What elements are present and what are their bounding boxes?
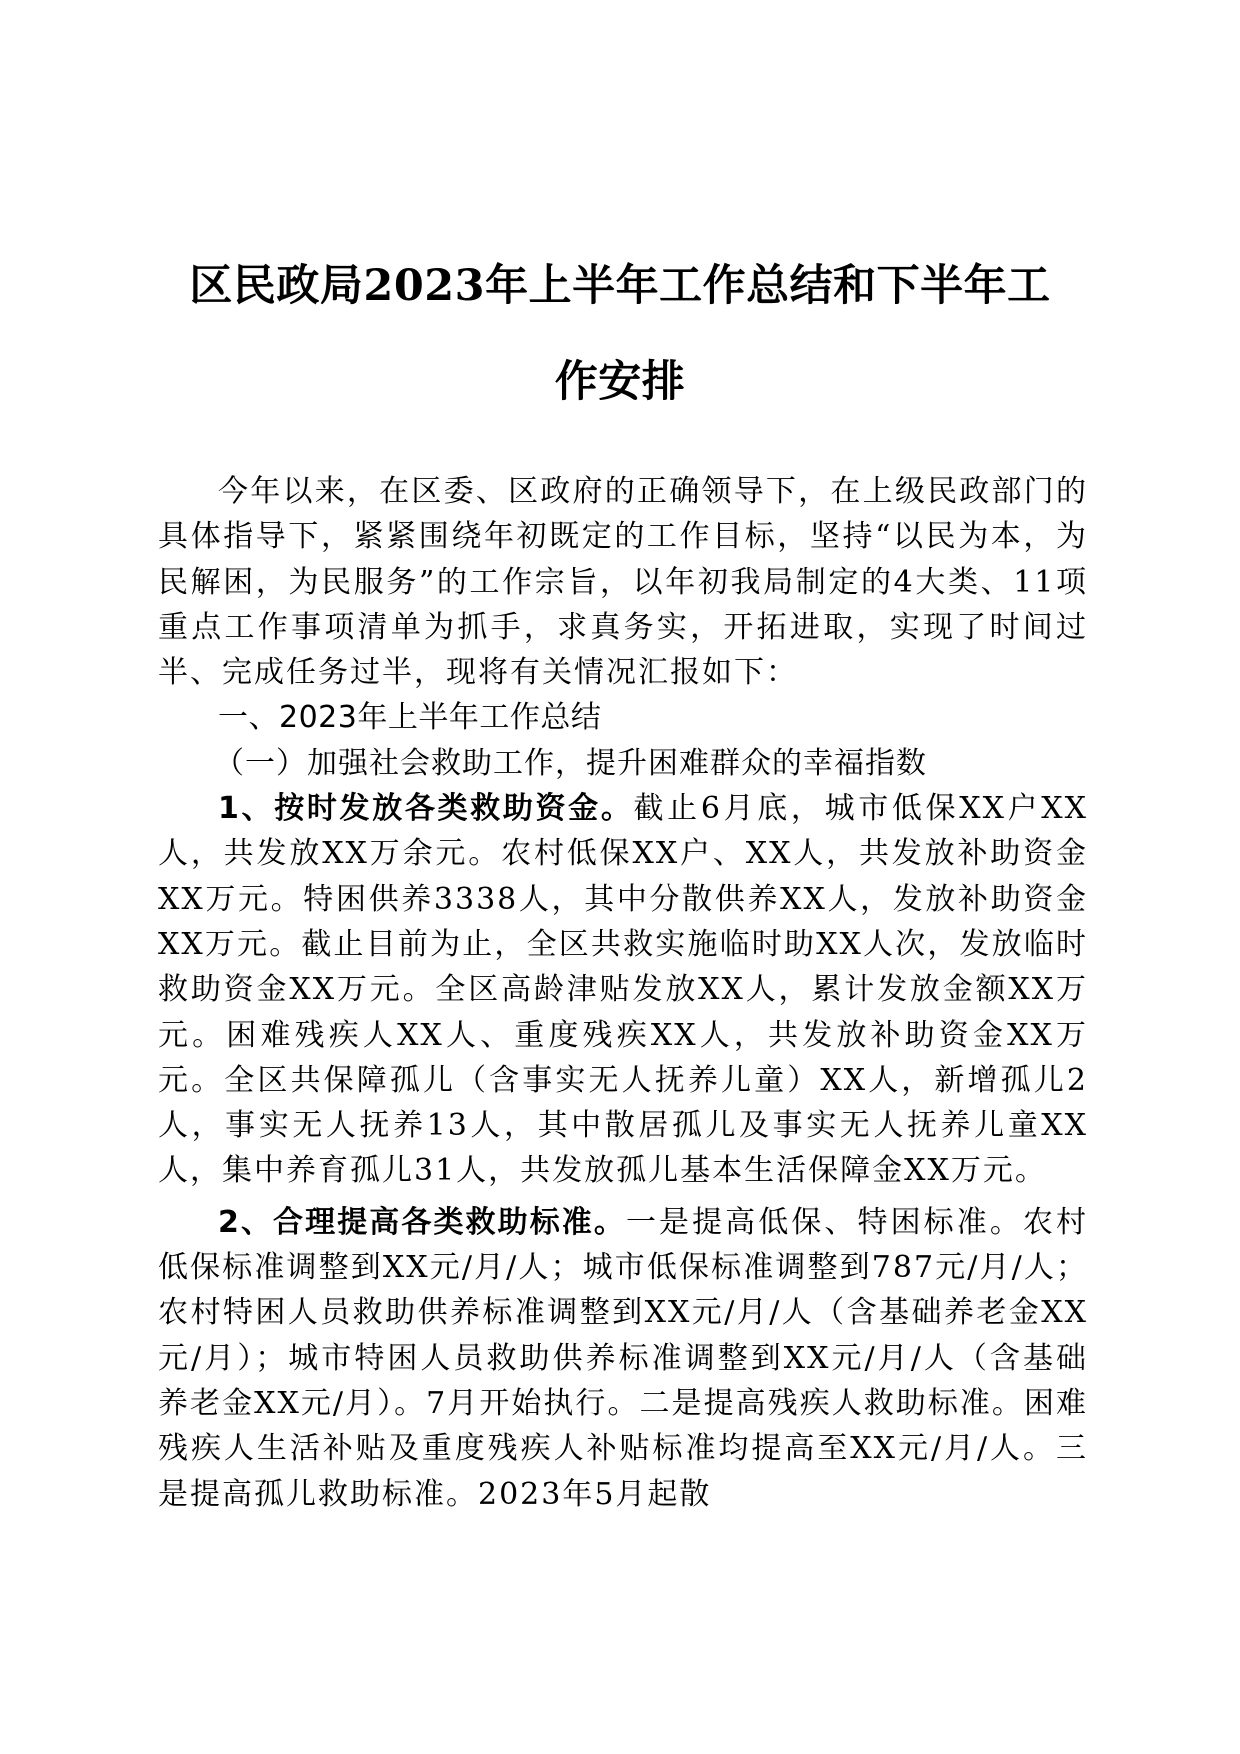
item-2-text: 一是提高低保、特困标准。农村低保标准调整到XX元/月/人；城市低保标准调整到787元/月/人；农村特困人员救助供养标准调整到XX元/月/人（含基础养老金XX元/月）；城市特困人员救助供养标准调整到XX元/月/人（含基础养老金XX元/月）。7月开始执行。二是提高残疾人救助标准。困难残疾人生活补贴及重度残疾人补贴标准均提高至XX元/月/人。三是提高孤儿救助标准。2023年5月起散 (158, 1204, 1088, 1512)
document-title (140, 238, 1100, 430)
item-2-paragraph (158, 1200, 1088, 1517)
item-1-text: 截止6月底，城市低保XX户XX人，共发放XX万余元。农村低保XX户、XX人，共发放补助资金XX万元。特困供养3338人，其中分散供养XX人，发放补助资金XX万元。截止目前为止，全区共救实施临时助XX人次，发放临时救助资金XX万元。全区高龄津贴发放XX人，累计发放金额XX万元。困难残疾人XX人、重度残疾XX人，共发放补助资金XX万元。全区共保障孤儿（含事实无人抚养儿童）XX人，新增孤儿2人，事实无人抚养13人，其中散居孤儿及事实无人抚养儿童XX人，集中养育孤儿31人，共发放孤儿基本生活保障金XX万元。 (158, 791, 1088, 1189)
item-2-lead: 2、合理提高各类救助标准。 (218, 1204, 626, 1240)
document-title-line-2: 作安排 (554, 357, 686, 407)
document-body (158, 469, 1088, 1517)
document-title-line-1: 区民政局2023年上半年工作总结和下半年工 (189, 261, 1051, 311)
item-1-paragraph (158, 786, 1088, 1194)
item-1-lead: 1、按时发放各类救助资金。 (218, 791, 634, 827)
section-heading-1: 一、2023年上半年工作总结 (218, 700, 602, 736)
intro-paragraph: 今年以来，在区委、区政府的正确领导下，在上级民政部门的具体指导下，紧紧围绕年初既定的工作目标，坚持“以民为本，为民解困，为民服务”的工作宗旨，以年初我局制定的4大类、11项重点工作事项清单为抓手，求真务实，开拓进取，实现了时间过半、完成任务过半，现将有关情况汇报如下： (158, 474, 1088, 691)
subsection-heading-1: （一）加强社会救助工作，提升困难群众的幸福指数 (214, 745, 927, 781)
